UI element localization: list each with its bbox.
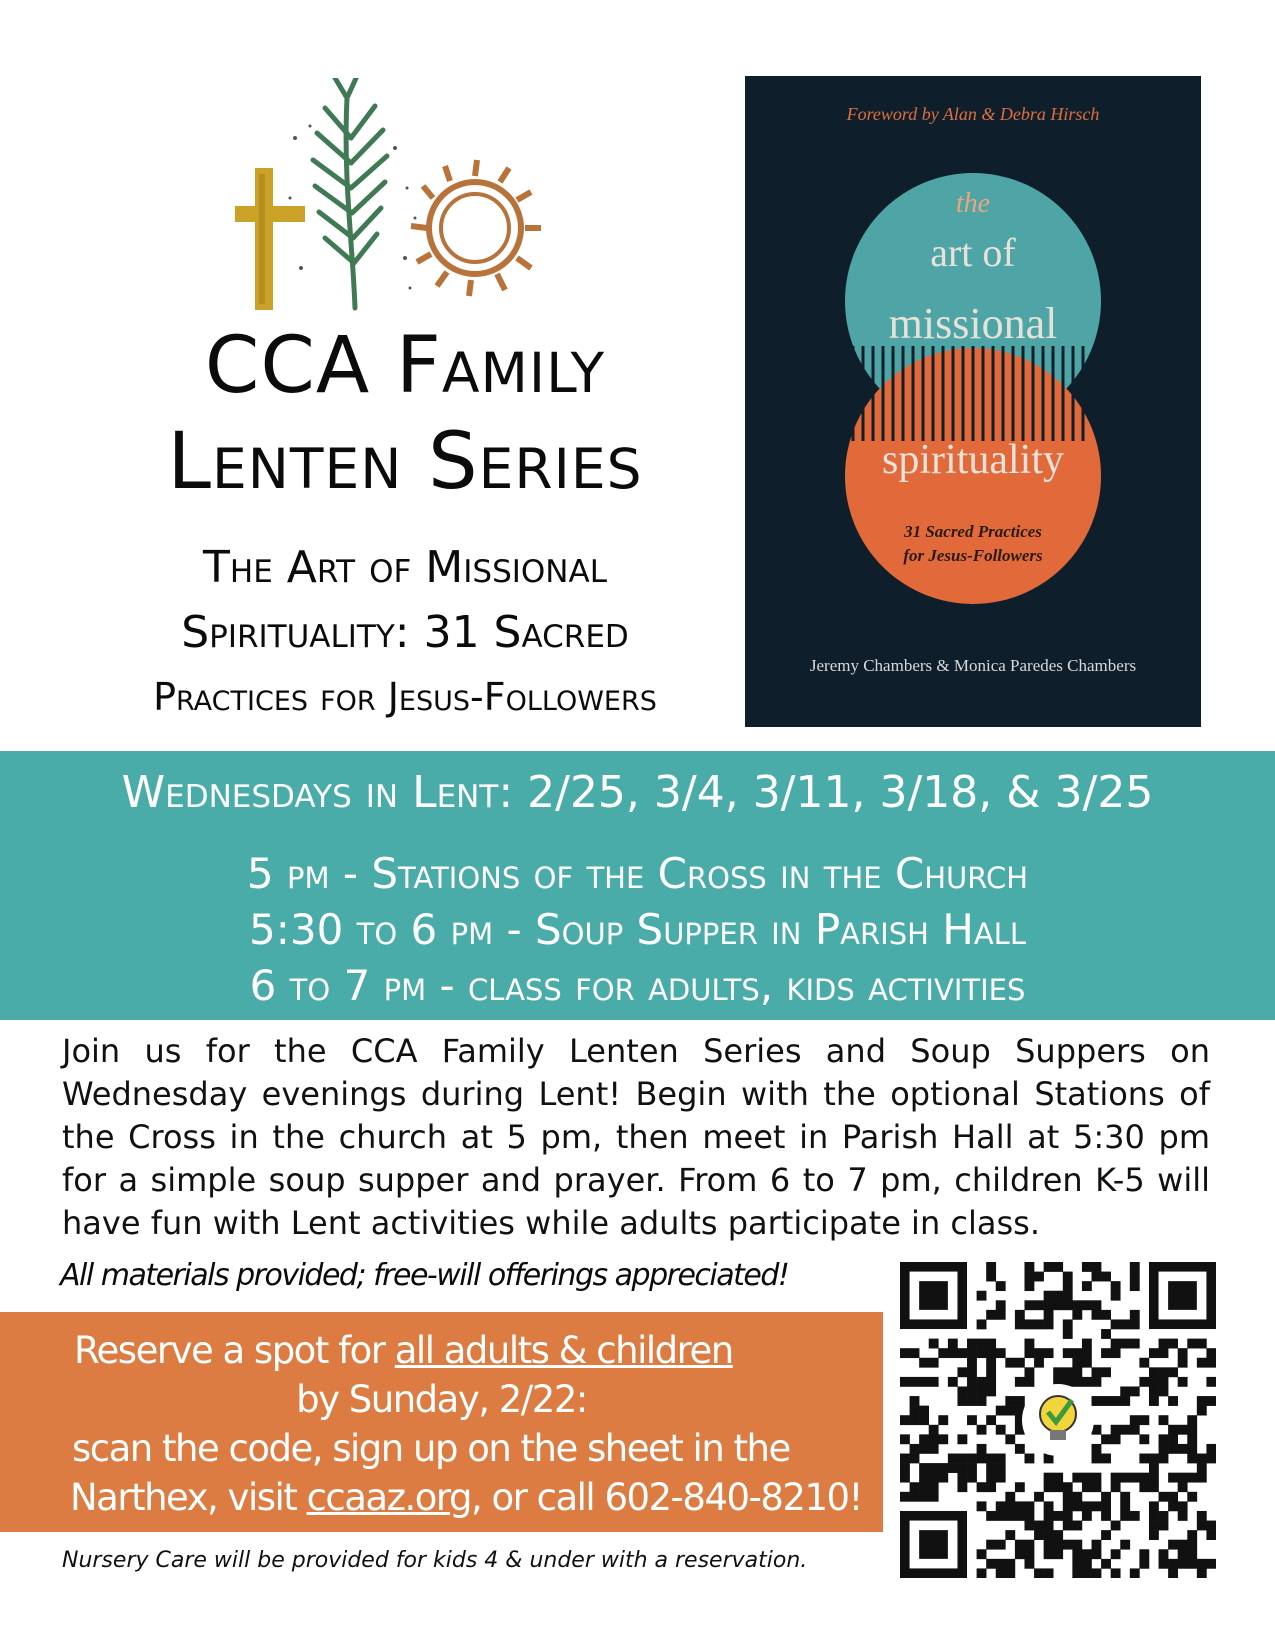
book-title-the: the [955, 188, 991, 219]
schedule-band [0, 751, 1275, 1020]
reserve-instructions: scan the code, sign up on the sheet in the [72, 1427, 790, 1470]
reservation-box [0, 1312, 883, 1532]
subtitle-line: The Art of Missional [203, 542, 607, 593]
book-authors: Jeremy Chambers & Monica Paredes Chambers [809, 656, 1137, 675]
reserve-line [74, 1326, 733, 1375]
series-subtitle [60, 535, 750, 730]
schedule-item: 6 to 7 pm - class for adults, kids activities [249, 961, 1026, 1010]
qr-code[interactable] [900, 1262, 1216, 1578]
subtitle-line: Spirituality: 31 Sacred [181, 607, 629, 658]
palm-branch-icon [313, 78, 387, 308]
phone-text: , or call 602-840-8210! [470, 1476, 862, 1519]
lenten-logo [235, 78, 565, 318]
reserve-deadline: by Sunday, 2/22: [296, 1378, 587, 1421]
book-subtitle: for Jesus-Followers [903, 546, 1043, 565]
book-cover [745, 76, 1201, 727]
book-subtitle: 31 Sacred Practices [904, 522, 1042, 541]
event-description: Join us for the CCA Family Lenten Series and Soup Suppers on Wednesday evenings during Lent! Begin with the optional Stations of the Cross in the church at 5 pm, then meet in Parish Hall at 5:30 pm for a simple soup supper and prayer. From 6 to 7 pm, children K-5 will have fun with Lent activities while adults participate in class. [62, 1032, 1210, 1242]
schedule-item: 5 pm - Stations of the Cross in the Church [246, 849, 1029, 898]
reserve-audience: all adults & children [394, 1329, 733, 1372]
crown-of-thorns-icon [411, 160, 541, 296]
book-title-missional: missional [888, 299, 1058, 348]
cross-icon [235, 168, 305, 310]
website-link[interactable]: ccaaz.org [306, 1476, 471, 1519]
schedule-list [0, 846, 1275, 1014]
title-line: Lenten Series [167, 417, 643, 507]
page-title [100, 318, 710, 510]
schedule-item: 5:30 to 6 pm - Soup Supper in Parish Hall [249, 905, 1026, 954]
reserve-line [70, 1473, 862, 1522]
book-foreword: Foreword by Alan & Debra Hirsch [846, 104, 1100, 124]
subtitle-line: Practices for Jesus-Followers [153, 675, 657, 719]
reserve-prefix: Reserve a spot for [74, 1329, 395, 1372]
lightbulb-check-icon [1022, 1384, 1094, 1456]
book-title-spirituality: spirituality [882, 437, 1064, 483]
materials-note: All materials provided; free-will offerings appreciated! [60, 1258, 789, 1293]
reserve-prefix: Narthex, visit [70, 1476, 307, 1519]
nursery-note: Nursery Care will be provided for kids 4 & under with a reservation. [62, 1548, 808, 1573]
schedule-dates: Wednesdays in Lent: 2/25, 3/4, 3/11, 3/18, & 3/25 [121, 767, 1154, 818]
title-line: CCA Family [204, 321, 606, 411]
book-title-art: art of [930, 230, 1016, 275]
